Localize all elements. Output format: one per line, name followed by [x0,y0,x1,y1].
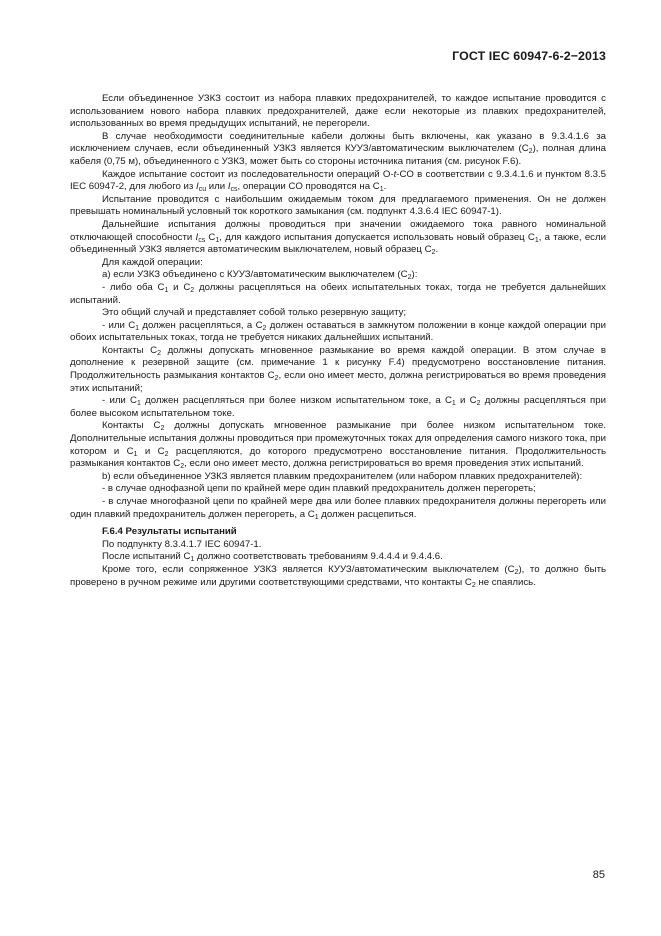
list-item: b) если объединенное УЗКЗ является плавким предохранителем (или набором плавких предохранителей): [102,470,583,482]
list-item: а) если УЗКЗ объединено с КУУЗ/автоматическим выключателем $(C_2)$: [102,269,418,282]
section-title: F.6.4 Результаты испытаний [102,526,237,538]
page-number: 85 [592,869,605,881]
list-item: - либо оба $C_1$ и $C_2$ должны расцепляться на обеих испытательных токах, тогда не требуется дальнейших испытаний. [70,281,606,306]
paragraph: Для каждой операции: [102,256,203,268]
paragraph: Это общий случай и представляет собой только резервную защиту; [102,307,407,319]
page-body [70,93,606,589]
paragraph: Каждое испытание состоит из последовательности операций O-t-CO в соответствии с 9.3.4.1.6 и пунктом 8.3.5 IEC 60947-2, для любого из $I_{cu}$ или $I_{cs}$, операции CO проводятся на $C_1$. [70,168,606,194]
paragraph: Испытание проводится с наибольшим ожидаемым током для предлагаемого применения. Он не должен превышать номинальный условный ток короткого замыкания (см. подпункт 4.3.6.4 IEC 60947-1). [70,193,606,218]
paragraph: Дальнейшие испытания должны проводиться при значении ожидаемого тока равного номинальной отключающей способности $I_{cs}$ $C_1$, для каждого испытания допускается использовать новый образец $C_1$, а также, если объединенный УЗКЗ является автоматическим выключателем, новый образец $C_2$. [70,218,606,257]
list-item: - или $C_1$ должен расцепляться, а $C_2$ должен оставаться в замкнутом положении в конце каждой операции при обоих испытательных токах, тогда не требуется никаких дальнейших испытаний. [70,319,607,344]
paragraph: После испытаний $C_1$ должно соответствовать требованиям 9.4.4.4 и 9.4.4.6. [102,551,443,564]
paragraph: Кроме того, если сопряженное УЗКЗ является КУУЗ/автоматическим выключателем $(C_2)$, то должно быть проверено в ручном режиме или другими соответствующими средствами, что контакты $C_2$ не спаялись. [70,563,606,589]
document-header: ГОСТ IEC 60947-6-2−2013 [452,49,606,63]
list-item: - в случае многофазной цепи по крайней мере два или более плавких предохранителя должны перегореть или один плавкий предохранитель должен перегореть, а $C_1$ должен расцепиться. [70,496,606,521]
list-item: - или $C_1$ должен расцепляться при более низком испытательном токе, а $C_1$ и $C_2$ должны расцепляться при более высоком испытательном токе. [70,395,606,419]
paragraph: Контакты $C_2$ должны допускать мгновенное размыкание во время каждой операции. В этом случае в дополнение к резервной защите (см. примечание 1 к рисунку F.4) предусмотрено восстановление питания. Продолжительность размыкания контактов $C_2$, если оно имеет место, должна регистрироваться во время проведения этих испытаний; [70,344,606,394]
paragraph: В случае необходимости соединительные кабели должны быть включены, как указано в 9.3.4.1.6 за исключением случаев, если объединенный УЗКЗ является КУУЗ/автоматическим выключателем $(C_2)$, полная длина кабеля (0,75 м), объединенного с УЗКЗ, может быть со стороны источника питания (см. рисунок F.6). [70,130,606,167]
paragraph: Контакты $C_2$ должны допускать мгновенное размыкание при более низком испытательном токе. Дополнительные испытания должны проводиться при промежуточных токах для определения самого низкого тока, при котором и $C_1$ и $C_2$ расцепляются, до которого предусмотрено восстановление питания. Продолжительность размыкания контактов $C_2$, если оно имеет место, должна регистрироваться во время проведения этих испытаний. [70,420,606,471]
list-item: - в случае однофазной цепи по крайней мере один плавкий предохранитель должен перегореть; [102,483,536,495]
paragraph: Если объединенное УЗКЗ состоит из набора плавких предохранителей, то каждое испытание проводится с использованием нового набора плавких предохранителей, даже если некоторые из плавких предохранителей, использованных во время предыдущих испытаний, не перегорели. [70,93,606,130]
paragraph: По подпункту 8.3.4.1.7 IEC 60947-1. [102,538,262,550]
